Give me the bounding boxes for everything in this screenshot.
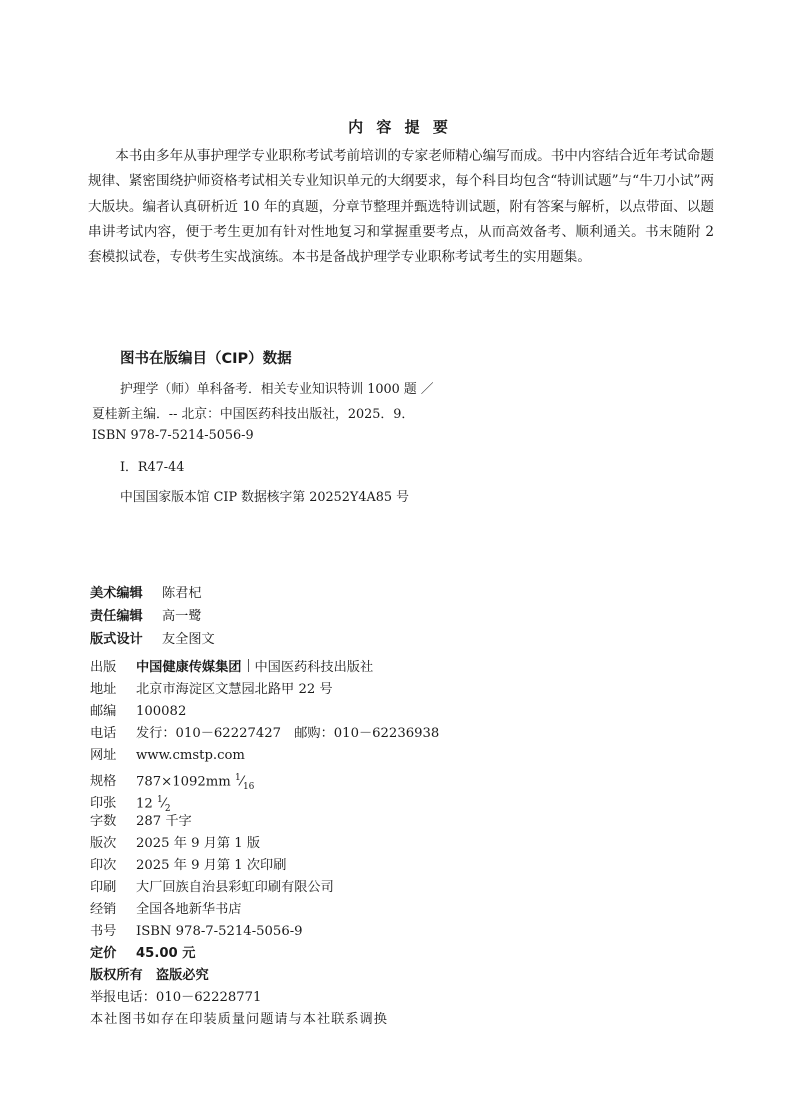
publisher-name: 中国医药科技出版社 — [254, 660, 374, 675]
cip-record: 中国国家版本馆 CIP 数据核字第 20252Y4A85 号 — [120, 490, 409, 505]
detail-format: 规格 787×1092mm $^1⁄_{16}$ — [90, 773, 255, 793]
detail-isbn: 书号 ISBN 978-7-5214-5056-9 — [90, 924, 303, 939]
credit-responsible-editor: 责任编辑 高一鹭 — [90, 609, 202, 624]
cip-classification: Ⅰ．R47-44 — [120, 460, 185, 475]
cip-line-1: 护理学（师）单科备考．相关专业知识特训 1000 题 ／ — [120, 382, 434, 397]
detail-website: 网址 www.cmstp.com — [90, 748, 245, 763]
cip-line-2: 夏桂新主编．-- 北京：中国医药科技出版社，2025．9． — [92, 407, 415, 422]
report-hotline: 举报电话：010－62228771 — [90, 990, 262, 1005]
detail-printing-time: 印次 2025 年 9 月第 1 次印刷 — [90, 858, 287, 873]
rights-statement: 版权所有 盗版必究 — [90, 968, 209, 983]
detail-edition: 版次 2025 年 9 月第 1 版 — [90, 836, 261, 851]
publisher-separator — [248, 659, 249, 672]
credit-art-editor: 美术编辑 陈君杞 — [90, 586, 202, 601]
detail-sheets: 印张 12 $^1⁄_2$ — [90, 795, 171, 815]
summary-body: 本书由多年从事护理学专业职称考试考前培训的专家老师精心编写而成。书中内容结合近年考试命题规律、紧密围绕护师资格考试相关专业知识单元的大纲要求，每个科目均包含“特训试题”与“牛刀小试”两大版块。编者认真研析近 10 年的真题，分章节整理并甄选特训试题，附有答案与解析，以点带面、以题串讲考试内容，便于考生更加有针对性地复习和掌握重要考点，从而高效备考、顺利通关。书末随附 2 套模拟试卷，专供考生实战演练。本书是备战护理学专业职称考试考生的实用题集。 — [88, 148, 714, 266]
detail-postcode: 邮编 100082 — [90, 704, 187, 719]
detail-distributor: 经销 全国各地新华书店 — [90, 902, 242, 917]
publisher-row: 出版 中国健康传媒集团 中国医药科技出版社 — [90, 660, 374, 675]
credit-layout-design: 版式设计 友全图文 — [90, 632, 215, 647]
detail-address: 地址 北京市海淀区文慧园北路甲 22 号 — [90, 682, 333, 697]
detail-phone: 电话 发行：010－62227427 邮购：010－62236938 — [90, 726, 440, 741]
publisher-group: 中国健康传媒集团 — [136, 660, 242, 675]
detail-word-count: 字数 287 千字 — [90, 814, 192, 829]
cip-isbn: ISBN 978-7-5214-5056-9 — [92, 428, 254, 443]
detail-price: 定价 45.00 元 — [90, 946, 196, 961]
cip-title: 图书在版编目（CIP）数据 — [120, 351, 292, 367]
detail-printer: 印刷 大厂回族自治县彩虹印刷有限公司 — [90, 880, 334, 895]
quality-notice: 本社图书如存在印装质量问题请与本社联系调换 — [90, 1012, 388, 1027]
summary-title: 内 容 提 要 — [348, 118, 452, 136]
